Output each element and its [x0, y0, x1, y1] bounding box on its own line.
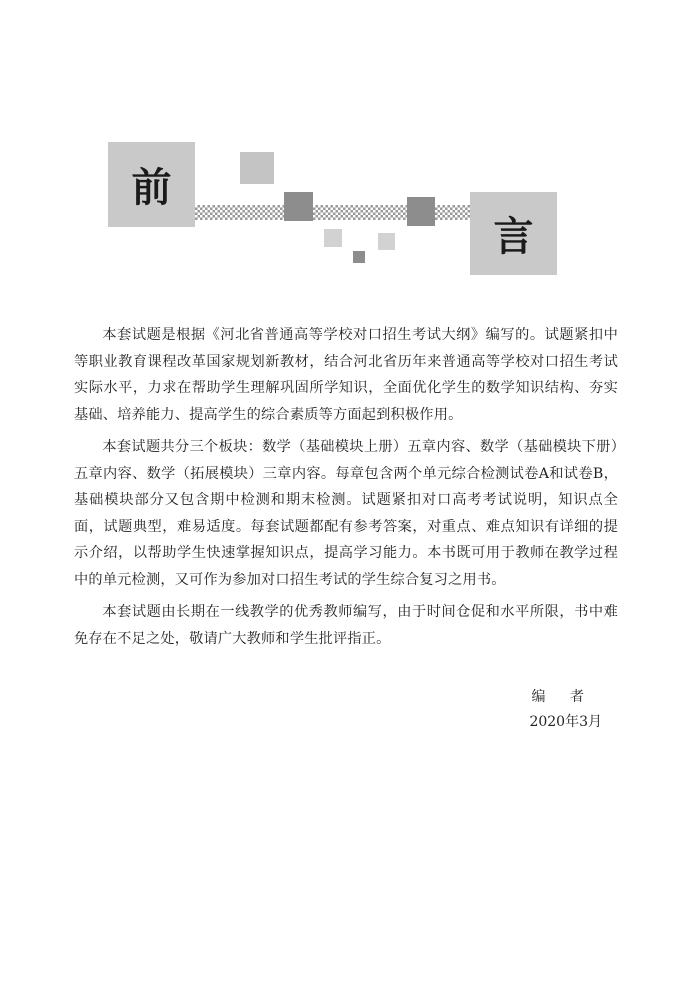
paragraph: 本套试题共分三个板块：数学（基础模块上册）五章内容、数学（基础模块下册）五章内容、数学（拓展模块）三章内容。每章包含两个单元综合检测试卷A和试卷B，基础模块部分又包含期中检测和期末检测。试题紧扣对口高考考试说明，知识点全面，试题典型，难易适度。每套试题都配有参考答案，对重点、难点知识有详细的提示介绍，以帮助学生快速掌握知识点，提高学习能力。本书既可用于教师在教学过程中的单元检测，又可作为参加对口招生考试的学生综合复习之用书。	[74, 439, 618, 588]
decor-square	[324, 229, 342, 247]
paragraph: 本套试题是根据《河北省普通高等学校对口招生考试大纲》编写的。试题紧扣中等职业教育课程改革国家规划新教材，结合河北省历年来普通高等学校对口招生考试实际水平，力求在帮助学生理解巩固所学知识，全面优化学生的数学知识结构、夯实基础、培养能力、提高学生的综合素质等方面起到积极作用。	[74, 327, 618, 423]
preface-body	[74, 322, 618, 658]
decor-square	[407, 197, 435, 226]
decor-square	[284, 192, 313, 221]
decor-square	[240, 152, 274, 184]
heading-char-left: 前	[108, 142, 195, 227]
signature-date: 2020年3月	[529, 714, 602, 730]
decor-square	[353, 251, 365, 263]
author-signature: 编 者	[531, 689, 594, 705]
heading-char-right: 言	[470, 192, 557, 275]
decor-square	[378, 233, 395, 250]
checker-strip	[435, 205, 470, 220]
checker-strip	[195, 205, 284, 220]
checker-strip	[313, 205, 407, 220]
paragraph: 本套试题由长期在一线教学的优秀教师编写，由于时间仓促和水平所限，书中难免存在不足之处，敬请广大教师和学生批评指正。	[74, 604, 618, 647]
